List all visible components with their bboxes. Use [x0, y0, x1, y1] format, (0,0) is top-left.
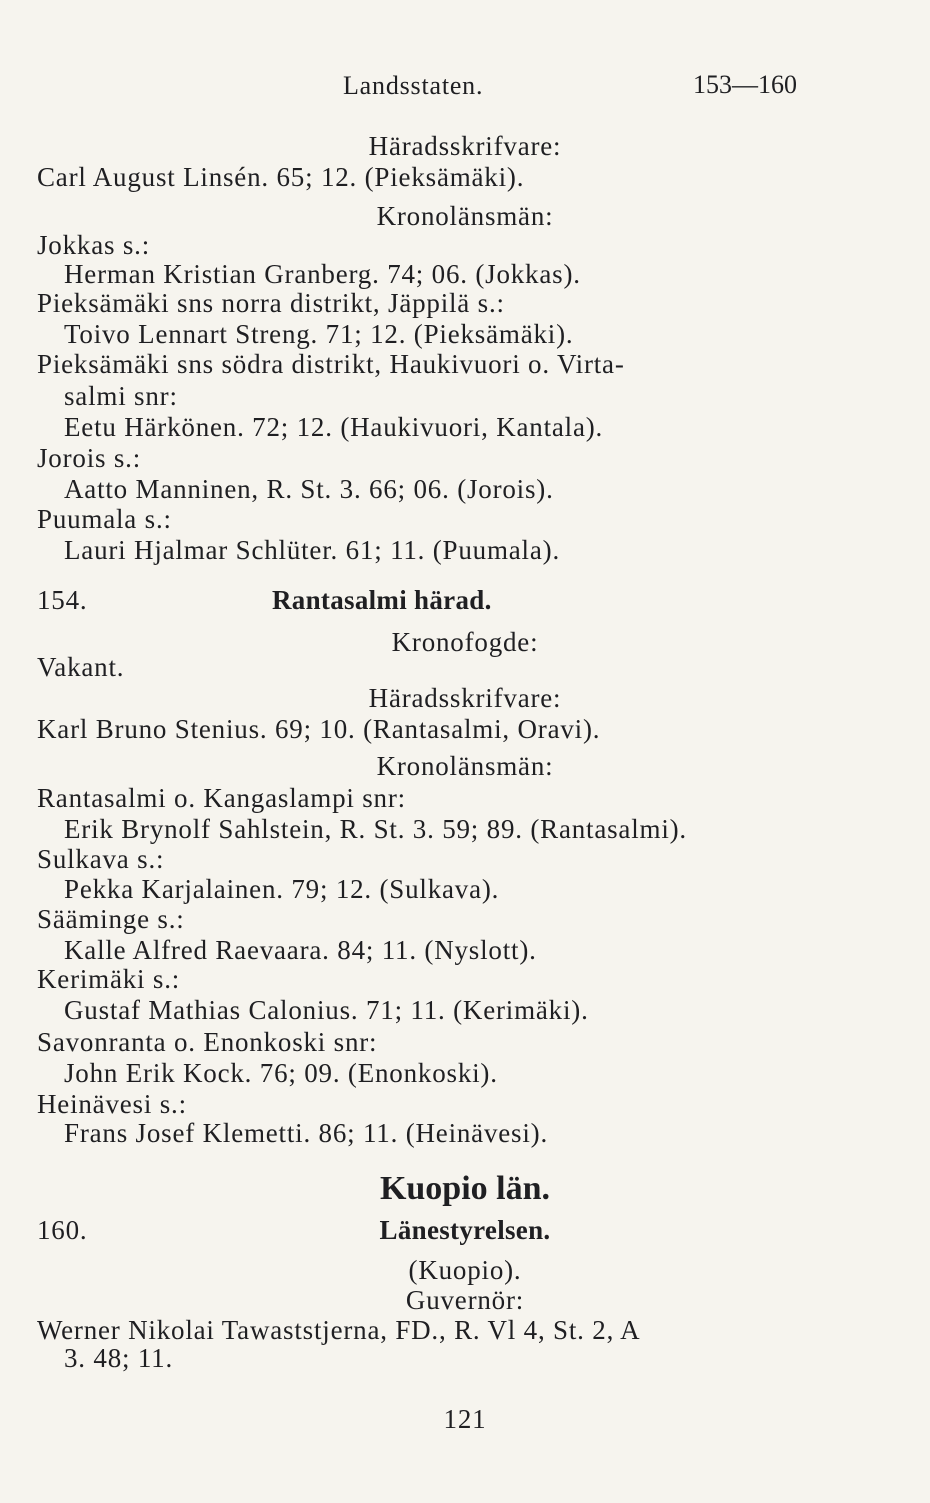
- district-line: Jorois s.:: [37, 443, 142, 473]
- district-line: Jokkas s.:: [37, 230, 151, 260]
- district-line: Sulkava s.:: [37, 844, 165, 874]
- entry-line: John Erik Kock. 76; 09. (Enonkoski).: [64, 1058, 498, 1088]
- section-title-lanestyrelsen: Länestyrelsen.: [379, 1215, 551, 1245]
- heading-haradsskrifvare: Häradsskrifvare:: [368, 683, 562, 713]
- district-line: Kerimäki s.:: [37, 964, 181, 994]
- district-line-continued: salmi snr:: [64, 381, 178, 411]
- location-line: (Kuopio).: [408, 1255, 522, 1285]
- entry-line: Eetu Härkönen. 72; 12. (Haukivuori, Kantala).: [64, 412, 604, 442]
- district-line: Puumala s.:: [37, 504, 172, 534]
- district-line: Pieksämäki sns norra distrikt, Jäppilä s.:: [37, 288, 505, 318]
- entry-line-vakant: Vakant.: [37, 652, 125, 682]
- entry-line: Pekka Karjalainen. 79; 12. (Sulkava).: [64, 874, 500, 904]
- district-line: Pieksämäki sns södra distrikt, Haukivuori o. Virta-: [37, 349, 625, 379]
- district-line: Savonranta o. Enonkoski snr:: [37, 1027, 378, 1057]
- section-number-160: 160.: [37, 1215, 88, 1245]
- entry-line: Werner Nikolai Tawaststjerna, FD., R. Vl 4, St. 2, A: [37, 1315, 641, 1345]
- entry-line: Gustaf Mathias Calonius. 71; 11. (Kerimäki).: [64, 995, 589, 1025]
- entry-line: Karl Bruno Stenius. 69; 10. (Rantasalmi, Oravi).: [37, 714, 601, 744]
- heading-kronofogde: Kronofogde:: [391, 627, 539, 657]
- district-line: Sääminge s.:: [37, 904, 185, 934]
- entry-line: Lauri Hjalmar Schlüter. 61; 11. (Puumala).: [64, 535, 560, 565]
- entry-line: Aatto Manninen, R. St. 3. 66; 06. (Jorois).: [64, 474, 554, 504]
- heading-kronolansman: Kronolänsmän:: [376, 751, 554, 781]
- district-line: Rantasalmi o. Kangaslampi snr:: [37, 783, 406, 813]
- heading-haradsskrifvare: Häradsskrifvare:: [368, 131, 562, 161]
- running-header-title: Landsstaten.: [343, 71, 484, 100]
- entry-line: Frans Josef Klemetti. 86; 11. (Heinävesi).: [64, 1118, 549, 1148]
- heading-kronolansman: Kronolänsmän:: [376, 201, 554, 231]
- district-line: Heinävesi s.:: [37, 1089, 187, 1119]
- entry-line: Herman Kristian Granberg. 74; 06. (Jokkas).: [64, 259, 581, 289]
- entry-line: Erik Brynolf Sahlstein, R. St. 3. 59; 89. (Rantasalmi).: [64, 814, 687, 844]
- section-number-154: 154.: [37, 585, 88, 615]
- running-header-range: 153—160: [693, 70, 797, 99]
- heading-guvernor: Guvernör:: [405, 1285, 525, 1315]
- page-number: 121: [443, 1404, 487, 1434]
- entry-line: Toivo Lennart Streng. 71; 12. (Pieksämäki).: [64, 319, 574, 349]
- entry-line: Kalle Alfred Raevaara. 84; 11. (Nyslott).: [64, 935, 537, 965]
- entry-line: Carl August Linsén. 65; 12. (Pieksämäki).: [37, 162, 525, 192]
- section-heading-kuopio-lan: Kuopio län.: [379, 1170, 551, 1207]
- section-title-rantasalmi: Rantasalmi härad.: [272, 585, 492, 615]
- entry-line-continued: 3. 48; 11.: [64, 1343, 173, 1373]
